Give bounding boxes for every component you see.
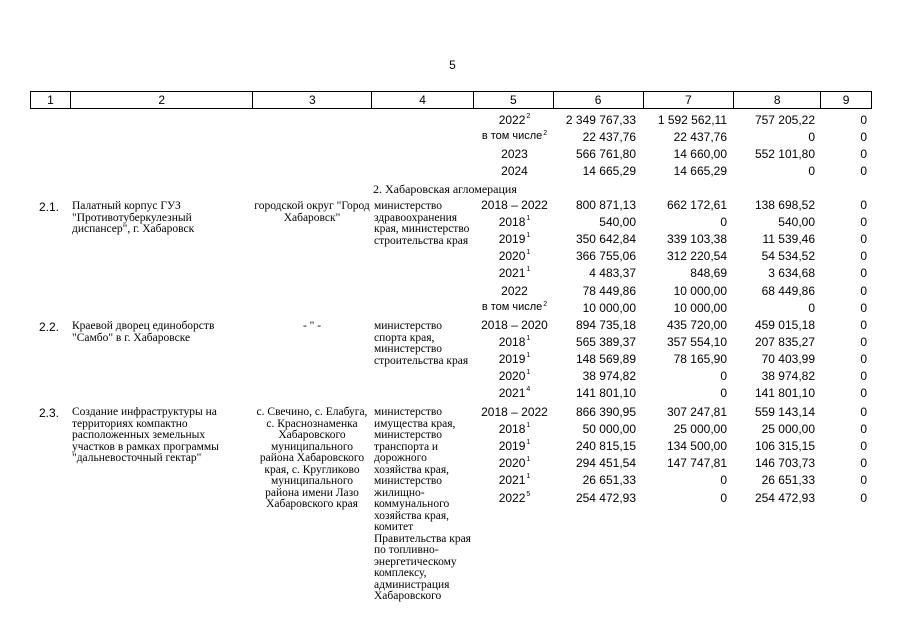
year-label: 2022 <box>498 491 526 505</box>
regional-value: 540,00 <box>778 215 815 229</box>
section-heading: 2. Хабаровская агломерация <box>373 182 517 196</box>
year-cell <box>476 249 553 263</box>
footnote-mark: 2 <box>543 130 548 137</box>
other-value: 0 <box>860 232 867 246</box>
footnote-mark: 1 <box>526 249 531 256</box>
year-cell <box>476 369 553 383</box>
year-label: 2018 <box>498 422 526 436</box>
year-cell <box>476 473 553 487</box>
item-responsible: министерство спорта края, министерство строительства края <box>374 320 469 367</box>
total-value: 254 472,93 <box>575 491 636 505</box>
year-label: 2018 – 2022 <box>481 405 548 419</box>
total-value: 38 974,82 <box>582 369 636 383</box>
regional-value: 106 315,15 <box>754 439 815 453</box>
federal-value: 25 000,00 <box>673 422 727 436</box>
year-label: 2019 <box>498 232 526 246</box>
total-value: 565 389,37 <box>575 335 636 349</box>
other-value: 0 <box>860 352 867 366</box>
other-value: 0 <box>860 249 867 263</box>
other-value: 0 <box>860 318 867 332</box>
regional-value: 0 <box>808 301 815 315</box>
item-number: 2.3. <box>39 406 60 420</box>
regional-value: 26 651,33 <box>761 473 815 487</box>
other-value: 0 <box>860 130 867 144</box>
footnote-mark: 1 <box>526 422 531 429</box>
regional-value: 552 101,80 <box>754 147 815 161</box>
footnote-mark: 1 <box>526 335 531 342</box>
col-header-6: 6 <box>554 92 644 108</box>
federal-value: 312 220,54 <box>666 249 727 263</box>
footnote-mark: 1 <box>526 232 531 239</box>
item-name: Палатный корпус ГУЗ "Противотуберкулезный диспансер", г. Хабаровск <box>72 200 195 235</box>
regional-value: 38 974,82 <box>761 369 815 383</box>
federal-value: 1 592 562,11 <box>657 113 727 127</box>
footnote-mark: 1 <box>526 352 531 359</box>
total-value: 14 665,29 <box>582 164 636 178</box>
year-cell <box>476 284 553 298</box>
year-cell <box>476 113 553 127</box>
federal-value: 14 660,00 <box>673 147 727 161</box>
federal-value: 10 000,00 <box>673 284 727 298</box>
item-location: с. Свечино, с. Елабуга, с. Краснознаменка Хабаровского муниципального района Хабаровского края, с. Кругликово муниципального района имени Лазо Хабаровского края <box>256 406 368 510</box>
total-value: 894 735,18 <box>575 318 636 332</box>
federal-value: 0 <box>720 491 727 505</box>
col-header-5: 5 <box>474 92 554 108</box>
total-value: 4 483,37 <box>589 266 636 280</box>
footnote-mark: 1 <box>526 215 531 222</box>
total-value: 26 651,33 <box>582 473 636 487</box>
regional-value: 11 539,46 <box>762 232 815 246</box>
col-header-9: 9 <box>842 93 850 107</box>
item-responsible: министерство здравоохранения края, министерство строительства края <box>374 200 470 247</box>
year-label: 2024 <box>501 164 528 178</box>
year-cell <box>476 456 553 470</box>
year-label: в том числе <box>481 301 543 313</box>
other-value: 0 <box>860 266 867 280</box>
item-location: городской округ "Город Хабаровск" <box>254 200 370 224</box>
year-label: 2021 <box>498 266 526 280</box>
item-number: 2.1. <box>39 200 60 214</box>
other-value: 0 <box>860 405 867 419</box>
footnote-mark: 1 <box>526 456 531 463</box>
federal-value: 0 <box>720 215 727 229</box>
other-value: 0 <box>860 386 867 400</box>
footnote-mark: 2 <box>543 301 548 308</box>
item-name: Создание инфраструктуры на территориях компактно расположенных земельных участков в рамках программы "дальневосточный гектар" <box>72 406 219 464</box>
other-value: 0 <box>860 215 867 229</box>
other-value: 0 <box>860 164 867 178</box>
item-location: - " - <box>302 320 322 332</box>
federal-value: 78 165,90 <box>673 352 727 366</box>
regional-value: 757 205,22 <box>754 113 815 127</box>
regional-value: 207 835,27 <box>754 335 815 349</box>
total-value: 540,00 <box>599 215 636 229</box>
item-responsible: министерство имущества края, министерство транспорта и дорожного хозяйства края, министерство жилищно-коммунального хозяйства края, комитет Правительства края по топливно-энергетическому комплексу, администрация Хабаровского <box>374 406 471 602</box>
item-number: 2.2. <box>39 320 60 334</box>
year-label: 2021 <box>498 386 526 400</box>
regional-value: 146 703,73 <box>754 456 815 470</box>
item-name: Краевой дворец единоборств "Самбо" в г. Хабаровске <box>72 320 215 344</box>
total-value: 50 000,00 <box>582 422 636 436</box>
footnote-mark: 1 <box>526 369 531 376</box>
footnote-mark: 5 <box>526 491 531 498</box>
year-label: 2018 <box>498 335 526 349</box>
footnote-mark: 1 <box>526 439 531 446</box>
year-label: 2022 <box>498 113 526 127</box>
year-cell <box>476 335 553 349</box>
federal-value: 22 437,76 <box>673 130 727 144</box>
year-cell <box>476 318 553 332</box>
federal-value: 662 172,61 <box>666 198 727 212</box>
year-cell <box>476 164 553 178</box>
footnote-mark: 2 <box>526 113 531 120</box>
year-cell <box>476 491 553 505</box>
year-label: 2020 <box>498 369 526 383</box>
table-header-row <box>30 91 872 109</box>
year-label: 2021 <box>498 473 526 487</box>
year-cell <box>476 147 553 161</box>
year-label: 2019 <box>498 352 526 366</box>
col-header-1: 1 <box>31 92 71 108</box>
col-header-7: 7 <box>644 92 735 108</box>
regional-value: 141 801,10 <box>754 386 815 400</box>
year-cell <box>476 130 553 142</box>
page-number: 5 <box>449 58 456 72</box>
year-cell <box>476 266 553 280</box>
col-header-4: 4 <box>372 92 474 108</box>
total-value: 22 437,76 <box>582 130 636 144</box>
total-value: 148 569,89 <box>575 352 636 366</box>
year-cell <box>476 405 553 419</box>
other-value: 0 <box>860 147 867 161</box>
total-value: 2 349 767,33 <box>565 113 636 127</box>
col-header-2: 2 <box>71 92 254 108</box>
regional-value: 25 000,00 <box>761 422 815 436</box>
federal-value: 14 665,29 <box>673 164 727 178</box>
federal-value: 339 103,38 <box>666 232 727 246</box>
year-label: в том числе <box>481 130 543 142</box>
year-label: 2018 – 2020 <box>481 318 548 332</box>
year-cell <box>476 301 553 313</box>
year-label: 2023 <box>501 147 528 161</box>
federal-value: 307 247,81 <box>666 405 727 419</box>
other-value: 0 <box>860 198 867 212</box>
other-value: 0 <box>860 422 867 436</box>
regional-value: 559 143,14 <box>754 405 815 419</box>
total-value: 78 449,86 <box>582 284 636 298</box>
year-cell <box>476 439 553 453</box>
col-header-8: 8 <box>734 92 821 108</box>
federal-value: 435 720,00 <box>666 318 727 332</box>
year-cell <box>476 386 553 400</box>
col-header-3: 3 <box>253 92 372 108</box>
total-value: 294 451,54 <box>575 456 636 470</box>
total-value: 240 815,15 <box>575 439 636 453</box>
regional-value: 254 472,93 <box>754 491 815 505</box>
year-label: 2022 <box>501 284 528 298</box>
year-label: 2019 <box>498 439 526 453</box>
footnote-mark: 1 <box>526 473 531 480</box>
regional-value: 3 634,68 <box>768 266 815 280</box>
other-value: 0 <box>860 473 867 487</box>
other-value: 0 <box>860 301 867 315</box>
total-value: 800 871,13 <box>575 198 636 212</box>
regional-value: 459 015,18 <box>754 318 815 332</box>
federal-value: 0 <box>720 473 727 487</box>
other-value: 0 <box>860 439 867 453</box>
federal-value: 0 <box>720 369 727 383</box>
other-value: 0 <box>860 369 867 383</box>
federal-value: 10 000,00 <box>673 301 727 315</box>
year-label: 2020 <box>498 249 526 263</box>
total-value: 866 390,95 <box>575 405 636 419</box>
federal-value: 357 554,10 <box>666 335 727 349</box>
federal-value: 848,69 <box>690 266 727 280</box>
year-label: 2020 <box>498 456 526 470</box>
footnote-mark: 1 <box>526 266 531 273</box>
total-value: 141 801,10 <box>575 386 636 400</box>
regional-value: 0 <box>808 164 815 178</box>
regional-value: 54 534,52 <box>761 249 815 263</box>
federal-value: 0 <box>720 386 727 400</box>
year-cell <box>476 232 553 246</box>
regional-value: 0 <box>808 130 815 144</box>
other-value: 0 <box>860 456 867 470</box>
year-label: 2018 <box>498 215 526 229</box>
year-cell <box>476 422 553 436</box>
total-value: 566 761,80 <box>575 147 636 161</box>
year-label: 2018 – 2022 <box>481 198 548 212</box>
total-value: 350 642,84 <box>575 232 636 246</box>
regional-value: 68 449,86 <box>761 284 815 298</box>
federal-value: 147 747,81 <box>666 456 727 470</box>
federal-value: 134 500,00 <box>666 439 727 453</box>
other-value: 0 <box>860 284 867 298</box>
other-value: 0 <box>860 491 867 505</box>
other-value: 0 <box>860 335 867 349</box>
regional-value: 70 403,99 <box>761 352 815 366</box>
year-cell <box>476 215 553 229</box>
total-value: 366 755,06 <box>575 249 636 263</box>
footnote-mark: 4 <box>526 386 531 393</box>
other-value: 0 <box>860 113 867 127</box>
regional-value: 138 698,52 <box>754 198 815 212</box>
year-cell <box>476 352 553 366</box>
total-value: 10 000,00 <box>582 301 636 315</box>
year-cell <box>476 198 553 212</box>
